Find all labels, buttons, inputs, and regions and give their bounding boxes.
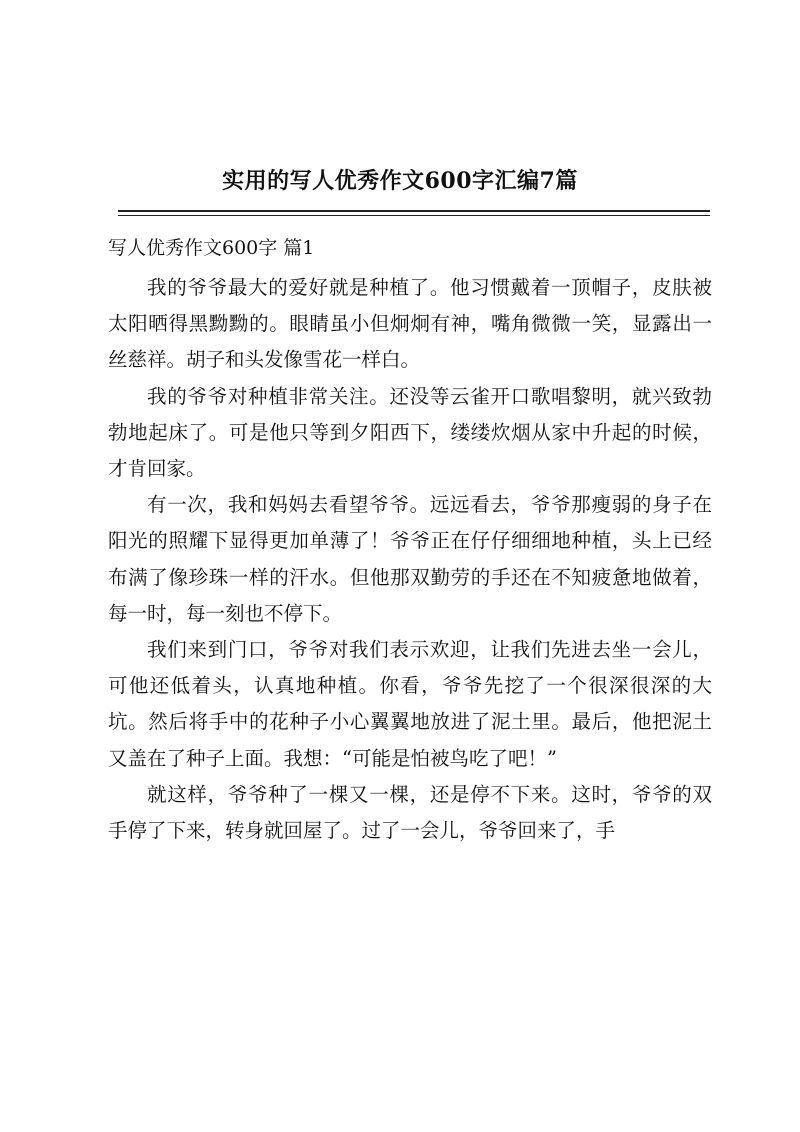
- paragraph: 我的爷爷对种植非常关注。还没等云雀开口歌唱黎明，就兴致勃勃地起床了。可是他只等到夕阳西下，缕缕炊烟从家中升起的时候，才肯回家。: [108, 384, 712, 481]
- paragraph: 我的爷爷最大的爱好就是种植了。他习惯戴着一顶帽子，皮肤被太阳晒得黑黝黝的。眼睛虽小但炯炯有神，嘴角微微一笑，显露出一丝慈祥。胡子和头发像雪花一样白。: [108, 276, 712, 372]
- paragraph: 我们来到门口，爷爷对我们表示欢迎，让我们先进去坐一会儿，可他还低着头，认真地种植。你看，爷爷先挖了一个很深很深的大坑。然后将手中的花种子小心翼翼地放进了泥土里。最后，他把泥土又盖在了种子上面。我想：“可能是怕被鸟吃了吧！”: [108, 638, 712, 770]
- title-divider-thick: [118, 210, 710, 212]
- paragraph: 有一次，我和妈妈去看望爷爷。远远看去，爷爷那瘦弱的身子在阳光的照耀下显得更加单薄了！爷爷正在仔仔细细地种植，头上已经布满了像珍珠一样的汗水。但他那双勤劳的手还在不知疲惫地做着，每一时，每一刻也不停下。: [108, 493, 712, 625]
- document-title: 实用的写人优秀作文600字汇编7篇: [222, 168, 578, 194]
- article-body: [108, 270, 712, 849]
- title-divider-thin: [118, 215, 710, 216]
- section-heading: 写人优秀作文600字 篇1: [108, 237, 315, 259]
- paragraph: 就这样，爷爷种了一棵又一棵，还是停不下来。这时，爷爷的双手停了下来，转身就回屋了。过了一会儿，爷爷回来了，手: [108, 782, 712, 843]
